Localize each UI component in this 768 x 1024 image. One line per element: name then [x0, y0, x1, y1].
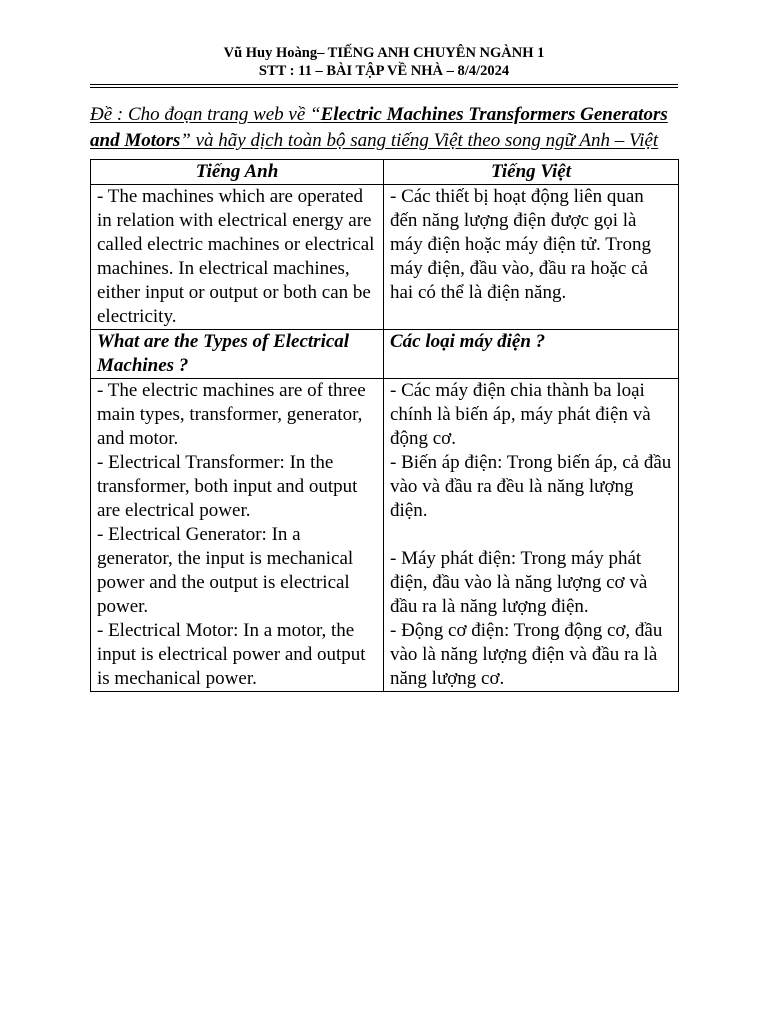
types-en-motor: - Electrical Motor: In a motor, the input is electrical power and output is mechanical power.: [97, 620, 366, 689]
document-page: [90, 44, 678, 692]
header-assignment-line: STT : 11 – BÀI TẬP VỀ NHÀ – 8/4/2024: [258, 63, 510, 79]
header-double-rule: [90, 84, 678, 88]
document-header: [90, 44, 678, 80]
types-vi-transformer: - Biến áp điện: Trong biến áp, cả đầu vào và đầu ra đều là năng lượng điện.: [390, 452, 672, 521]
types-vi-overview: - Các máy điện chia thành ba loại chính là biến áp, máy phát điện và động cơ.: [390, 380, 651, 449]
table-header-row: [91, 160, 679, 185]
task-prefix: Đề : Cho đoạn trang web về “: [90, 104, 321, 125]
header-vietnamese: Tiếng Việt: [384, 160, 679, 185]
types-en-transformer: - Electrical Transformer: In the transformer, both input and output are electrical power.: [97, 452, 358, 521]
types-vi-motor: - Động cơ điện: Trong động cơ, đầu vào là năng lượng điện và đầu ra là năng lượng cơ.: [390, 620, 663, 689]
table-row: [91, 379, 679, 692]
intro-vietnamese: - Các thiết bị hoạt động liên quan đến năng lượng điện được gọi là máy điện hoặc máy điện tử. Trong máy điện, đầu vào, đầu ra hoặc cả hai có thể là điện năng.: [384, 185, 679, 330]
header-english: Tiếng Anh: [91, 160, 384, 185]
task-topic: Electric Machines Transformers Generators and Motors: [90, 104, 668, 151]
types-vietnamese: [384, 379, 679, 692]
table-row: [91, 185, 679, 330]
types-en-overview: - The electric machines are of three main types, transformer, generator, and motor.: [97, 380, 366, 449]
types-en-generator: - Electrical Generator: In a generator, the input is mechanical power and the output is electrical power.: [97, 524, 354, 617]
bilingual-table: [90, 159, 679, 692]
question-vietnamese: Các loại máy điện ?: [384, 330, 679, 379]
types-vi-spacer: [390, 523, 672, 547]
intro-english: - The machines which are operated in relation with electrical energy are called electric machines or electrical machines. In electrical machines, either input or output or both can be electricity.: [91, 185, 384, 330]
question-english: What are the Types of Electrical Machines ?: [91, 330, 384, 379]
task-statement: [90, 102, 678, 154]
table-row: [91, 330, 679, 379]
task-suffix: ” và hãy dịch toàn bộ sang tiếng Việt theo song ngữ Anh – Việt: [180, 130, 659, 151]
types-english: [91, 379, 384, 692]
header-author-line: Vũ Huy Hoàng– TIẾNG ANH CHUYÊN NGÀNH 1: [223, 45, 545, 61]
types-vi-generator: - Máy phát điện: Trong máy phát điện, đầu vào là năng lượng cơ và đầu ra là năng lượng điện.: [390, 548, 648, 617]
